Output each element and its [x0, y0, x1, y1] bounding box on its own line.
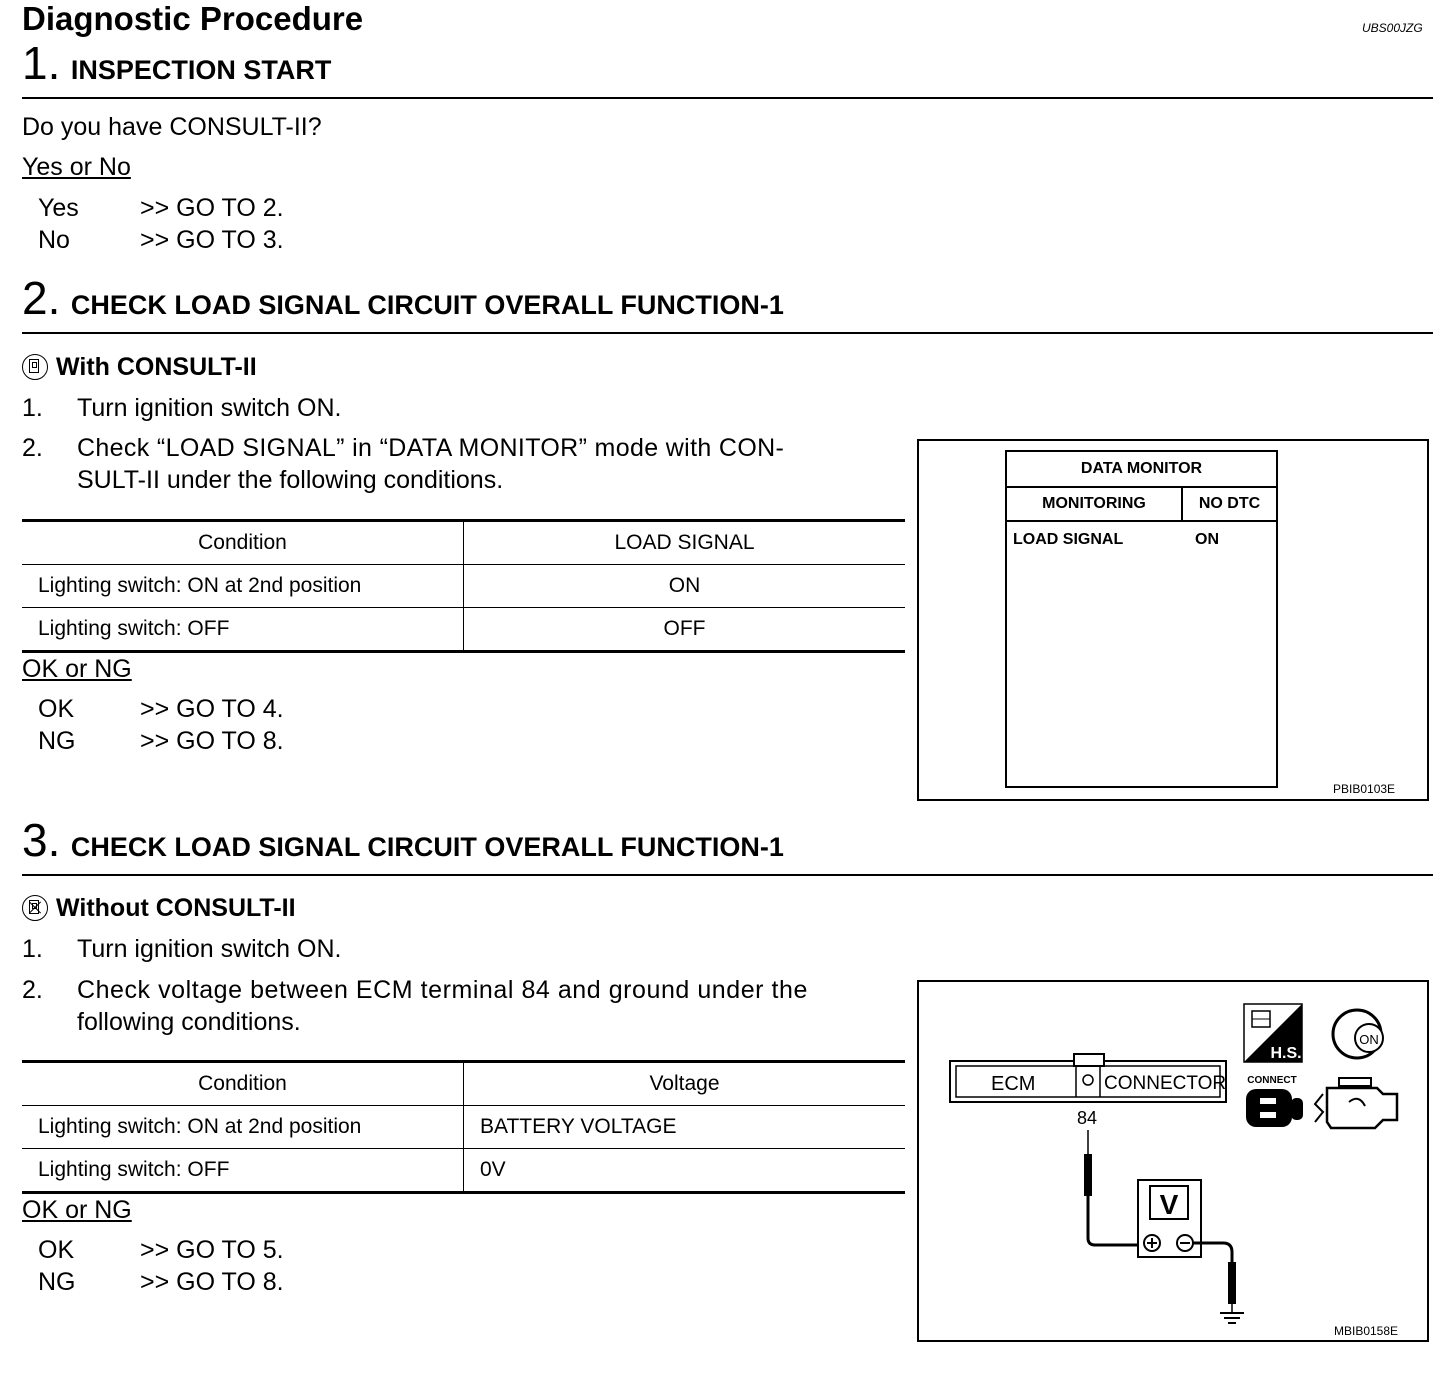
instruction-text-cont: following conditions.	[77, 1008, 301, 1036]
monitor-item: LOAD SIGNAL	[1013, 531, 1124, 548]
instruction-number: 2.	[22, 976, 43, 1004]
table-row	[22, 1149, 905, 1193]
positive-probe	[1084, 1154, 1092, 1196]
instruction-text: Turn ignition switch ON.	[77, 394, 342, 422]
answer-key: NG	[38, 1268, 76, 1296]
answer-key: OK	[38, 695, 75, 723]
wiring-diagram	[919, 982, 1427, 1340]
consult-icon	[22, 354, 48, 380]
table-header-row	[22, 521, 905, 565]
instruction-text-cont: SULT-II under the following conditions.	[77, 466, 504, 494]
condition-table	[22, 519, 905, 653]
answer-row	[38, 695, 284, 724]
step-number: 3.	[22, 814, 61, 866]
answer-key: NG	[38, 727, 76, 755]
table-header-row	[22, 1062, 905, 1106]
step-1-heading	[22, 37, 332, 89]
consult-screen	[1005, 450, 1278, 788]
table-cell: Lighting switch: ON at 2nd position	[22, 1106, 464, 1149]
step-title: CHECK LOAD SIGNAL CIRCUIT OVERALL FUNCTION-1	[70, 290, 784, 320]
answer-row	[38, 1268, 284, 1297]
answer-row	[38, 727, 284, 756]
table-cell: BATTERY VOLTAGE	[464, 1106, 906, 1149]
terminal-number: 84	[1077, 1108, 1098, 1128]
instruction-number: 1.	[22, 935, 43, 963]
table-row	[22, 565, 905, 608]
instruction-text: Check voltage between ECM terminal 84 and ground under the	[77, 976, 808, 1004]
subheading-text: Without CONSULT-II	[56, 894, 296, 922]
table-header: Condition	[22, 1062, 464, 1106]
answer-row	[38, 194, 284, 223]
condition-table	[22, 1060, 905, 1194]
table-header: Voltage	[464, 1062, 906, 1106]
table-header: LOAD SIGNAL	[464, 521, 906, 565]
connector-label: CONNECTOR	[1104, 1073, 1227, 1094]
table-header: Condition	[22, 521, 464, 565]
instruction-text: Turn ignition switch ON.	[77, 935, 342, 963]
table-row	[22, 1106, 905, 1149]
data-monitor-figure	[917, 439, 1429, 801]
monitor-value: ON	[1195, 531, 1219, 548]
connector-latch	[1074, 1054, 1104, 1066]
subheading-without-consult	[22, 894, 296, 923]
connect-icon	[1246, 1075, 1303, 1127]
no-consult-icon	[22, 895, 48, 921]
svg-text:ON: ON	[1359, 1032, 1379, 1047]
subheading-text: With CONSULT-II	[56, 353, 257, 381]
divider	[22, 332, 1433, 334]
answer-goto: >> GO TO 3.	[140, 226, 284, 254]
svg-text:CONNECT: CONNECT	[1247, 1075, 1297, 1086]
step-3-heading	[22, 814, 784, 866]
choice-label: OK or NG	[22, 655, 132, 683]
page-title: Diagnostic Procedure	[22, 0, 364, 37]
instruction-text: Check “LOAD SIGNAL” in “DATA MONITOR” mode with CON-	[77, 434, 785, 462]
table-cell: OFF	[464, 608, 906, 652]
step-title: CHECK LOAD SIGNAL CIRCUIT OVERALL FUNCTION-1	[70, 832, 784, 862]
answer-key: OK	[38, 1236, 75, 1264]
step-2-heading	[22, 272, 784, 324]
subheading-with-consult	[22, 353, 257, 382]
table-cell: Lighting switch: OFF	[22, 608, 464, 652]
figure-code: MBIB0158E	[1334, 1324, 1399, 1338]
answer-goto: >> GO TO 4.	[140, 695, 284, 723]
table-cell: ON	[464, 565, 906, 608]
instruction-number: 2.	[22, 434, 43, 462]
ecm-label: ECM	[991, 1073, 1036, 1095]
negative-probe	[1228, 1262, 1236, 1304]
voltage-check-figure	[917, 980, 1429, 1342]
answer-goto: >> GO TO 8.	[140, 727, 284, 755]
choice-label: Yes or No	[22, 153, 131, 181]
answer-key: No	[38, 226, 70, 254]
step-title: INSPECTION START	[70, 55, 332, 85]
ignition-on-icon	[1333, 1010, 1383, 1058]
monitoring-label: MONITORING	[1007, 488, 1183, 522]
step-number: 2.	[22, 272, 61, 324]
answer-row	[38, 226, 284, 255]
figure-code: PBIB0103E	[1333, 782, 1396, 796]
svg-text:H.S.: H.S.	[1270, 1045, 1302, 1062]
answer-key: Yes	[38, 194, 79, 222]
choice-label: OK or NG	[22, 1196, 132, 1224]
table-row	[22, 608, 905, 652]
instruction-number: 1.	[22, 394, 43, 422]
screen-title: DATA MONITOR	[1007, 452, 1276, 488]
divider	[22, 874, 1433, 876]
question-text: Do you have CONSULT-II?	[22, 113, 322, 141]
engine-icon	[1315, 1078, 1397, 1128]
no-dtc-label: NO DTC	[1183, 488, 1276, 522]
table-cell: Lighting switch: ON at 2nd position	[22, 565, 464, 608]
answer-goto: >> GO TO 5.	[140, 1236, 284, 1264]
answer-row	[38, 1236, 284, 1265]
document-id: UBS00JZG	[1362, 21, 1423, 35]
table-cell: Lighting switch: OFF	[22, 1149, 464, 1193]
step-number: 1.	[22, 37, 61, 89]
answer-goto: >> GO TO 8.	[140, 1268, 284, 1296]
hs-icon	[1244, 1004, 1302, 1062]
divider	[22, 97, 1433, 99]
table-cell: 0V	[464, 1149, 906, 1193]
answer-goto: >> GO TO 2.	[140, 194, 284, 222]
meter-label: V	[1159, 1189, 1179, 1220]
